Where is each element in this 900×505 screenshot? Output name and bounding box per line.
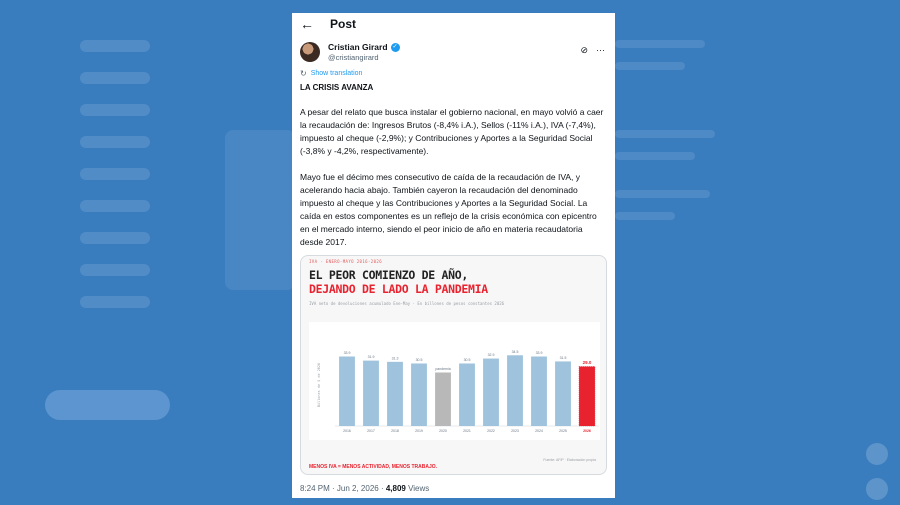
background-icon [866,443,888,465]
avatar[interactable] [300,42,320,62]
chart-bar-2026 [579,367,595,426]
chart-eyebrow: IVA · ENERO-MAYO 2016-2026 [309,259,383,264]
chart-bar-2023 [507,355,523,426]
chart-bar-2024 [531,357,547,426]
chart-value-label-2025: 31.5 [559,355,567,360]
chart-tick-label-2026: 2026 [583,429,591,433]
chart-tick-label-2017: 2017 [367,429,375,433]
chart-value-label-2026: 29.0 [582,360,592,366]
chart-bar-2020 [435,372,451,426]
chart-tick-label-2022: 2022 [487,429,495,433]
background-right-column [615,40,725,234]
translate-icon: ↻ [300,69,307,78]
more-options-icon[interactable]: ··· [596,45,605,55]
chart-tick-label-2025: 2025 [559,429,567,433]
chart-value-label-2020: pandemia [435,366,451,371]
post-topbar [292,13,615,35]
chart-value-label-2017: 31.9 [367,355,375,360]
post-meta [300,484,429,493]
background-icon [866,478,888,500]
chart-value-label-2016: 33.9 [343,351,351,356]
chart-bar-2021 [459,363,475,426]
chart-tick-label-2021: 2021 [463,429,471,433]
views-label: Views [405,484,430,493]
views-count: 4,809 [385,484,406,493]
chart-tick-label-2024: 2024 [535,429,543,433]
chart-footer-left: MENOS IVA = MENOS ACTIVIDAD, MENOS TRABAJO. [309,464,438,470]
grok-icon[interactable]: ⊘ [580,45,588,55]
chart-title-line1: EL PEOR COMIENZO DE AÑO, [309,268,468,282]
page-title: Post [330,17,357,31]
author-name[interactable]: Cristian Girard [328,42,388,52]
verified-badge-icon: ✓ [392,43,398,50]
chart-tick-label-2016: 2016 [343,429,351,433]
background-card [225,130,295,290]
chart-subtitle: IVA neto de devoluciones acumulado Ene-May · En billones de pesos constantes 2026 [309,301,505,306]
chart-bar-2016 [339,357,355,426]
chart-tick-label-2019: 2019 [415,429,423,433]
arrow-left-icon[interactable]: ← [300,16,314,32]
chart-tick-label-2020: 2020 [439,429,447,433]
chart-value-label-2019: 30.5 [415,357,423,362]
chart-bar-2018 [387,362,403,426]
background-sidebar [40,20,190,328]
chart-value-label-2022: 32.9 [487,353,495,358]
chart-tick-label-2023: 2023 [511,429,519,433]
chart-tick-label-2018: 2018 [391,429,399,433]
chart-title-line2: DEJANDO DE LADO LA PANDEMIA [309,282,488,296]
chart-y-axis-label: Billones de $ de 2026 [317,362,321,408]
post-heading: LA CRISIS AVANZA [300,83,374,92]
post-image-chart[interactable] [300,255,607,475]
background-post-button [45,390,170,420]
show-translation-label: Show translation [310,70,363,77]
chart-bar-2019 [411,363,427,426]
chart-value-label-2018: 31.3 [391,356,399,361]
chart-bar-2022 [483,359,499,426]
show-translation-link[interactable] [292,65,615,78]
post-timestamp[interactable]: 8:24 PM · Jun 2, 2026 · [300,484,386,493]
author-row [292,35,615,65]
chart-bar-2017 [363,361,379,426]
chart-value-label-2024: 33.9 [535,351,543,356]
post-modal [292,13,615,498]
chart-footer-right: Fuente: AFIP · Elaboración propia [543,458,596,462]
chart-bar-2025 [555,361,571,426]
chart-value-label-2023: 34.5 [511,349,519,354]
author-handle[interactable]: @cristiangirard [328,53,379,62]
post-paragraph-1: A pesar del relato que busca instalar el gobierno nacional, en mayo volvió a caer la recaudación de: Ingresos Brutos (-8,4% i.A.), Sellos (-11% i.A.), IVA (-7,4%), impuesto al cheque (-2,9%); y Contribuciones y Aportes a la Seguridad Social (-3,8% y -4,2%, respectivamente). [300,107,604,156]
post-paragraph-2: Mayo fue el décimo mes consecutivo de caída de la recaudación de IVA, y acelerando hacia abajo. También cayeron la recaudación del denominado impuesto al cheque y las Contribuciones y Aportes a la Seguridad Social. La caída en estos componentes es un reflejo de la crisis económica con epicentro en el mercado interno, siendo el peor inicio de año en materia recaudatoria desde 2017. [300,172,597,247]
chart-value-label-2021: 30.5 [463,357,471,362]
